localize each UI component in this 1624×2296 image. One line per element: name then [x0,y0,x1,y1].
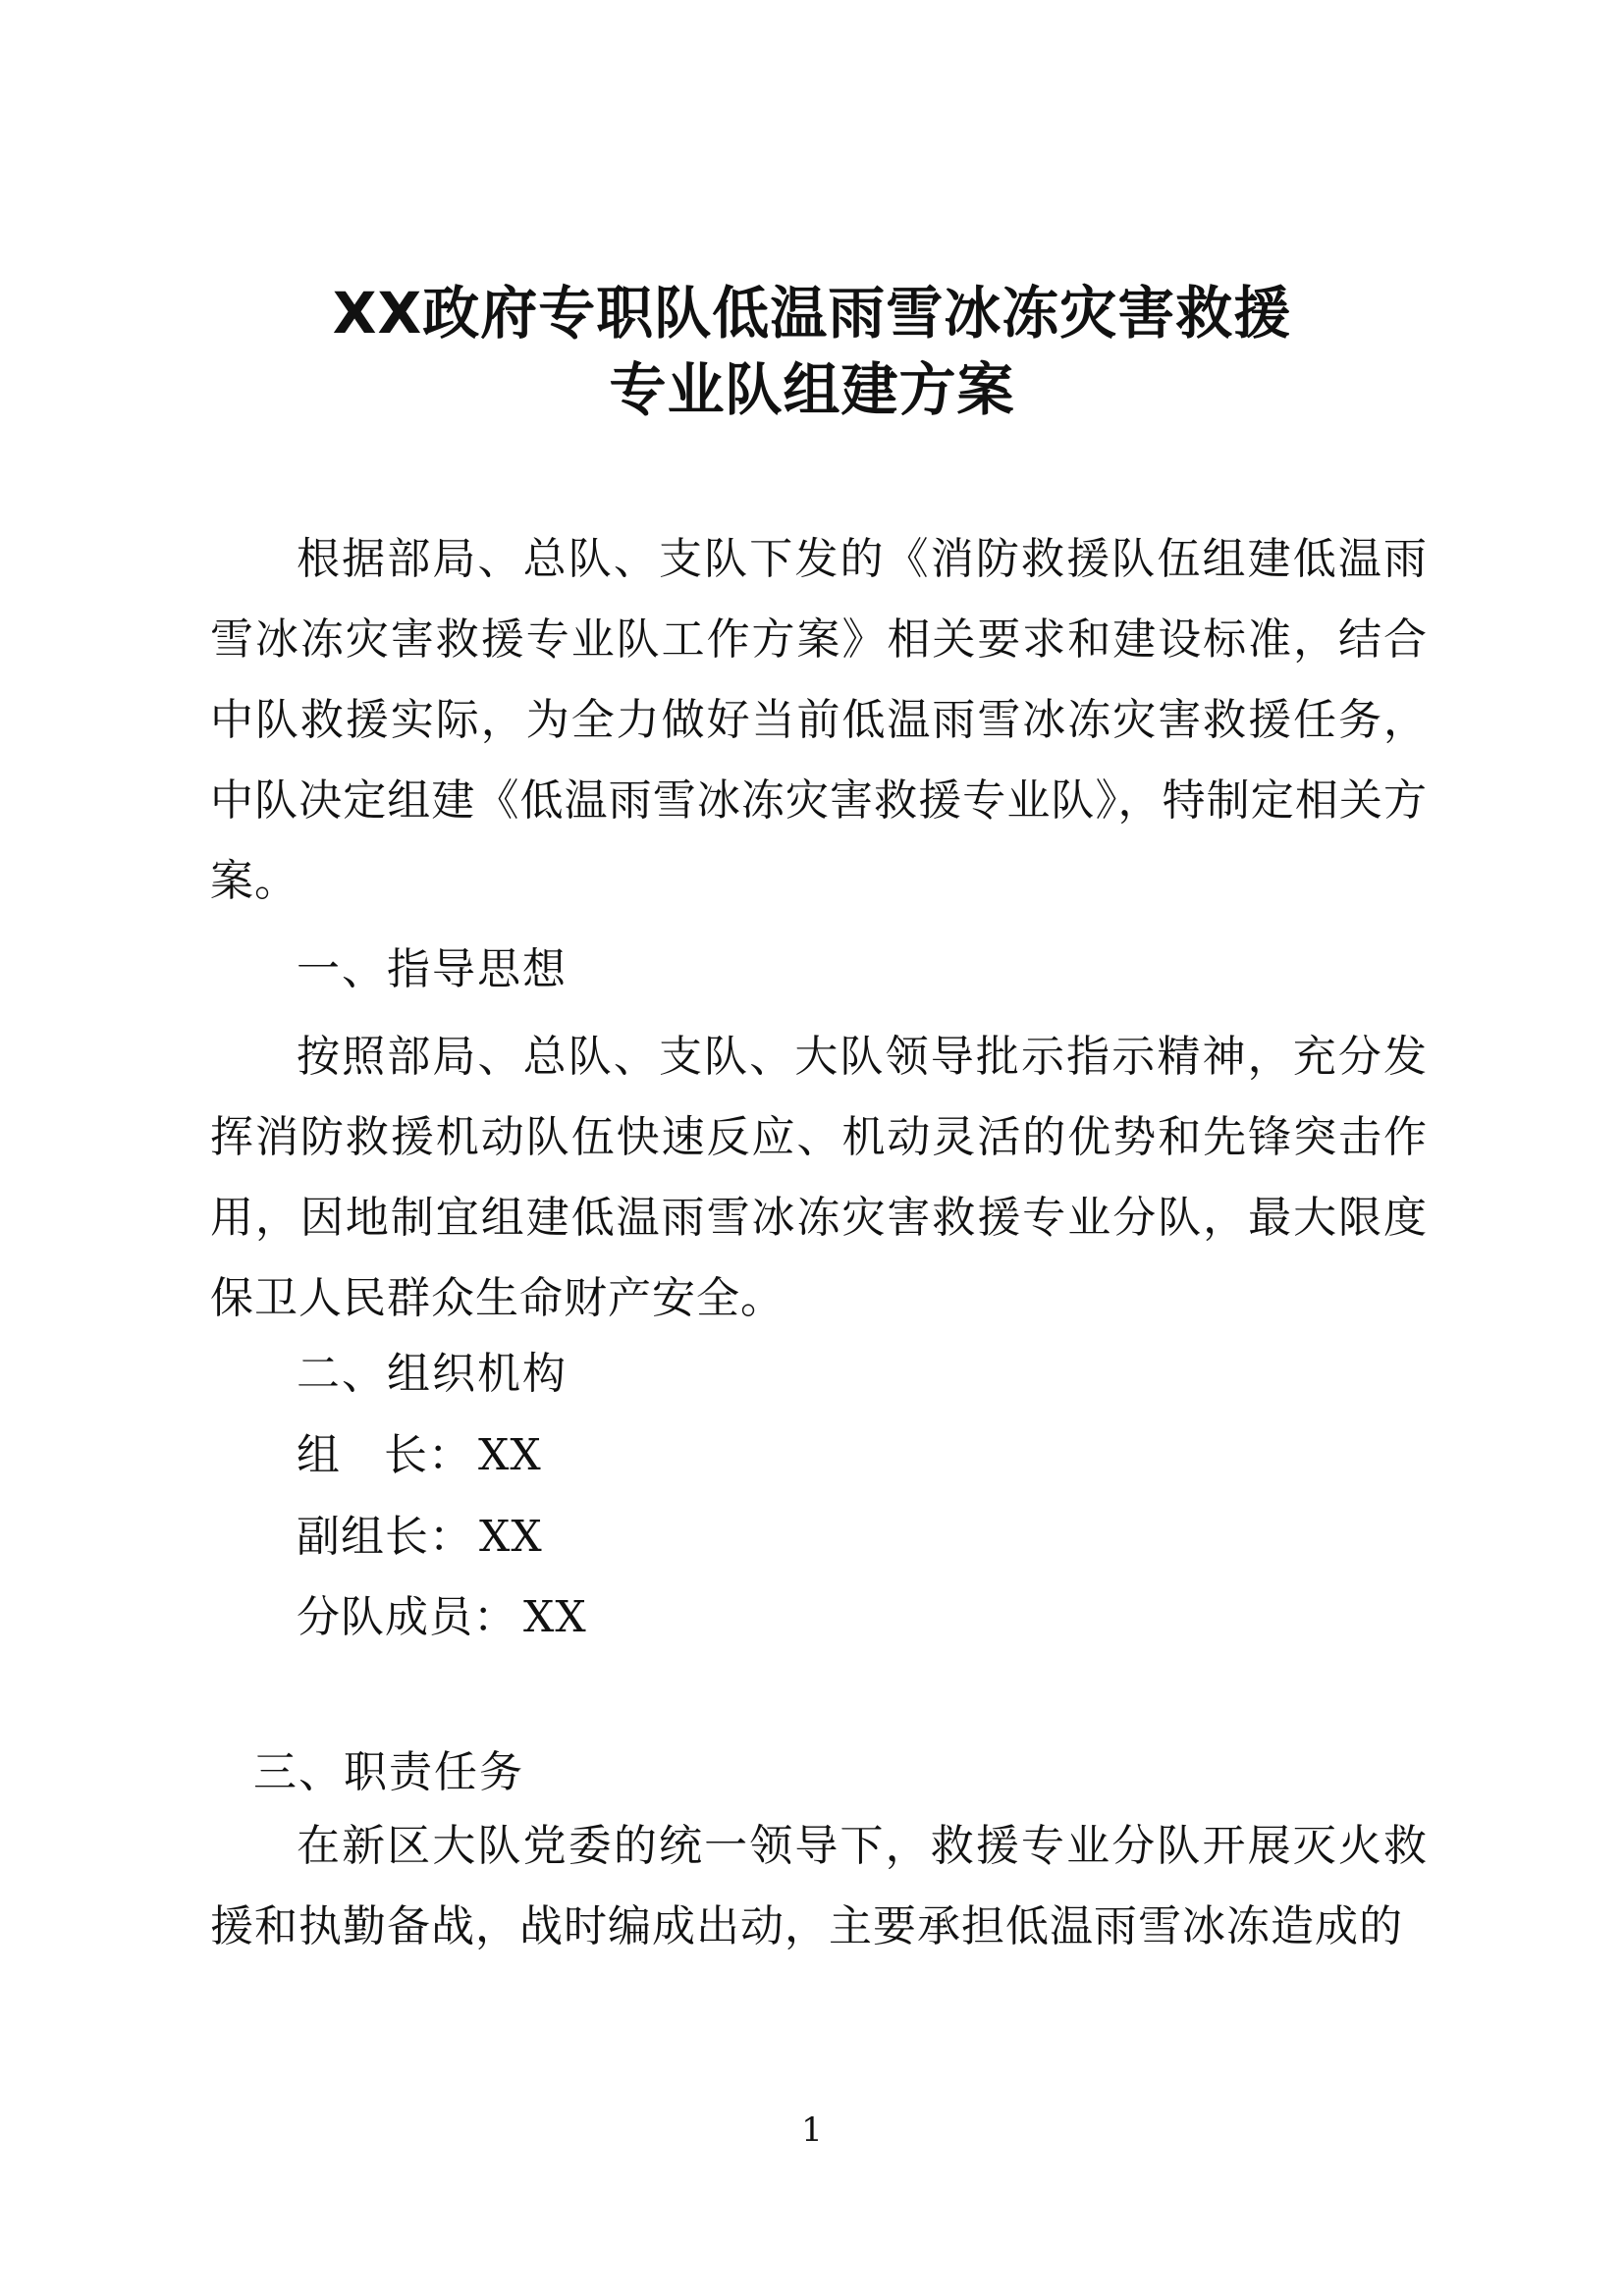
member-row-team-members [297,1588,587,1647]
intro-paragraph: 根据部局、总队、支队下发的《消防救援队伍组建低温雨雪冰冻灾害救援专业队工作方案》相关要求和建设标准，结合中队救援实际，为全力做好当前低温雨雪冰冻灾害救援任务，中队决定组建《低温雨雪冰冻灾害救援专业队》，特制定相关方案。 [210,534,1428,906]
member-row-leader [297,1426,542,1485]
member-label-team-members: 分队成员： [297,1592,517,1642]
member-value-leader: XX [478,1430,542,1480]
page-number: 1 [801,2110,823,2150]
member-label-leader-a: 组 [297,1430,341,1480]
guiding-ideology-paragraph: 按照部局、总队、支队、大队领导批示指示精神，充分发挥消防救援机动队伍快速反应、机动灵活的优势和先锋突击作用，因地制宜组建低温雨雪冰冻灾害救援专业分队，最大限度保卫人民群众生命财产安全。 [210,1032,1428,1323]
section-heading-organization: 二、组织机构 [297,1349,568,1399]
section-heading-guiding-ideology: 一、指导思想 [297,944,568,994]
member-label-deputy-leader: 副组长： [297,1512,473,1562]
member-value-deputy-leader: XX [479,1512,543,1562]
document-title-line-2: 专业队组建方案 [609,356,1015,423]
section-heading-duties: 三、职责任务 [253,1747,524,1797]
member-row-deputy-leader [297,1508,543,1567]
member-label-leader-b: 长： [384,1430,472,1480]
member-value-team-members: XX [523,1592,587,1642]
duties-paragraph: 在新区大队党委的统一领导下，救援专业分队开展灭火救援和执勤备战，战时编成出动，主要承担低温雨雪冰冻造成的 [210,1821,1428,1951]
document-title-line-1: XX政府专职队低温雨雪冰冻灾害救援 [332,280,1292,347]
